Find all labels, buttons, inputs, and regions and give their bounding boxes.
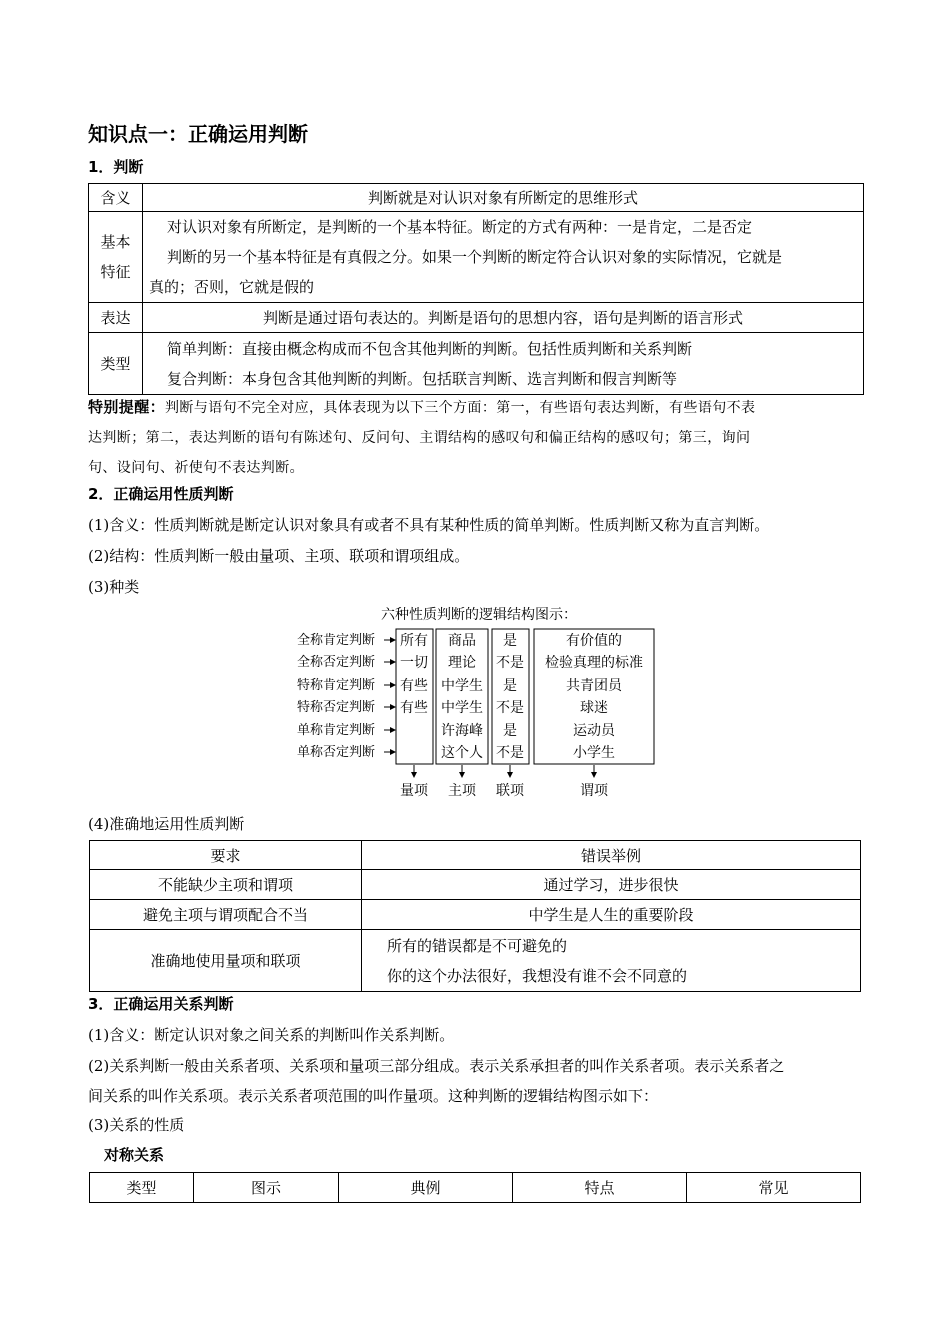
subject: 中学生	[441, 700, 483, 716]
content-line: 真的；否则，它就是假的	[149, 278, 315, 296]
tip-label: 特别提醒：	[88, 398, 166, 416]
copula: 是	[503, 678, 517, 694]
special-tip	[88, 392, 863, 483]
diagram-title: 六种性质判断的逻辑结构图示：	[381, 607, 577, 623]
requirement-cell: 不能缺少主项和谓项	[90, 870, 362, 900]
section-2-title: 2．正确运用性质判断	[88, 485, 234, 503]
row-label: 基本特征	[89, 212, 143, 303]
paragraph: (3)关系的性质	[88, 1116, 185, 1134]
column-header: 常见	[687, 1173, 861, 1203]
row-label: 含义	[89, 184, 143, 212]
paragraph: (4)准确地运用性质判断	[88, 815, 245, 833]
requirement-cell: 避免主项与谓项配合不当	[90, 900, 362, 930]
copula: 是	[503, 633, 517, 649]
component-label: 量项	[400, 783, 428, 799]
column-header: 典例	[339, 1173, 513, 1203]
content-line: 简单判断：直接由概念构成而不包含其他判断的判断。包括性质判断和关系判断	[167, 339, 693, 358]
predicate: 运动员	[573, 723, 615, 739]
requirement-cell: 准确地使用量项和联项	[90, 930, 362, 992]
row-label: 类型	[89, 333, 143, 395]
row-content: 判断就是对认识对象有所断定的思维形式	[143, 184, 864, 212]
predicate: 共青团员	[566, 678, 622, 694]
table-row	[90, 870, 861, 900]
paragraph: 间关系的叫作关系项。表示关系者项范围的叫作量项。这种判断的逻辑结构图示如下：	[88, 1087, 659, 1105]
copula-box	[492, 629, 529, 764]
table-row	[89, 212, 864, 303]
kind-label: 特称否定判断	[297, 700, 376, 715]
subject: 这个人	[441, 745, 483, 761]
predicate: 球迷	[580, 700, 608, 716]
row-content: 判断是通过语句表达的。判断是语句的思想内容，语句是判断的语言形式	[143, 303, 864, 333]
subject-box	[436, 629, 488, 764]
example-line: 你的这个办法很好，我想没有谁不会不同意的	[387, 966, 688, 985]
row-content	[143, 212, 864, 303]
subject: 商品	[448, 633, 476, 649]
predicate: 小学生	[573, 745, 615, 761]
example-cell: 中学生是人生的重要阶段	[362, 900, 861, 930]
predicate-box	[534, 629, 654, 764]
kind-label: 单称否定判断	[297, 745, 376, 760]
quantifier-box	[396, 629, 433, 764]
predicate: 有价值的	[566, 633, 622, 649]
table-row	[89, 303, 864, 333]
kind-label: 特称肯定判断	[297, 678, 376, 693]
requirement-table	[89, 840, 861, 992]
column-header: 特点	[513, 1173, 687, 1203]
section-1-title: 1．判断	[88, 158, 144, 176]
example-line: 所有的错误都是不可避免的	[387, 936, 568, 955]
tip-line: 判断与语句不完全对应，具体表现为以下三个方面：第一，有些语句表达判断，有些语句不表	[165, 400, 756, 416]
subject: 许海峰	[441, 723, 483, 739]
subject: 理论	[448, 655, 476, 671]
table-row	[90, 1173, 861, 1203]
kind-label: 单称肯定判断	[297, 723, 376, 738]
section-3-title: 3．正确运用关系判断	[88, 995, 234, 1013]
table-row	[90, 900, 861, 930]
row-content	[143, 333, 864, 395]
column-header: 错误举例	[362, 841, 861, 870]
subsection-title: 对称关系	[104, 1146, 165, 1164]
paragraph: (2)结构：性质判断一般由量项、主项、联项和谓项组成。	[88, 547, 470, 565]
content-line: 判断的另一个基本特征是有真假之分。如果一个判断的断定符合认识对象的实际情况，它就是	[167, 248, 783, 266]
copula: 不是	[496, 700, 524, 716]
column-header: 要求	[90, 841, 362, 870]
judgment-table	[88, 183, 864, 395]
column-header: 图示	[194, 1173, 339, 1203]
kind-label: 全称肯定判断	[297, 633, 376, 648]
proposition-structure-diagram	[297, 600, 657, 805]
relation-table	[89, 1172, 861, 1203]
component-label: 主项	[448, 783, 476, 799]
predicate: 检验真理的标准	[545, 655, 643, 671]
page-heading: 知识点一：正确运用判断	[88, 122, 308, 146]
copula: 是	[503, 723, 517, 739]
paragraph: (1)含义：断定认识对象之间关系的判断叫作关系判断。	[88, 1026, 455, 1044]
copula: 不是	[496, 745, 524, 761]
component-label: 谓项	[580, 783, 608, 799]
paragraph: (1)含义：性质判断就是断定认识对象具有或者不具有某种性质的简单判断。性质判断又称为直言判断。	[88, 516, 770, 534]
table-row	[89, 333, 864, 395]
example-cell	[362, 930, 861, 992]
copula: 不是	[496, 655, 524, 671]
quantifier: 有些	[400, 678, 428, 694]
subject: 中学生	[441, 678, 483, 694]
component-label: 联项	[496, 783, 524, 799]
quantifier: 一切	[400, 655, 428, 671]
column-header: 类型	[90, 1173, 194, 1203]
quantifier: 所有	[400, 633, 428, 649]
tip-line: 句、设问句、祈使句不表达判断。	[88, 460, 304, 476]
kind-label: 全称否定判断	[297, 655, 376, 670]
paragraph: (2)关系判断一般由关系者项、关系项和量项三部分组成。表示关系承担者的叫作关系者项。表示关系者之	[88, 1057, 785, 1075]
quantifier: 有些	[400, 700, 428, 716]
paragraph: (3)种类	[88, 578, 140, 596]
tip-line: 达判断；第二，表达判断的语句有陈述句、反问句、主谓结构的感叹句和偏正结构的感叹句；第三，询问	[88, 430, 751, 446]
example-cell: 通过学习，进步很快	[362, 870, 861, 900]
table-row	[90, 930, 861, 992]
table-row	[90, 841, 861, 870]
content-line: 对认识对象有所断定，是判断的一个基本特征。断定的方式有两种：一是肯定，二是否定	[167, 218, 753, 236]
content-line: 复合判断：本身包含其他判断的判断。包括联言判断、选言判断和假言判断等	[167, 369, 678, 388]
row-label: 表达	[89, 303, 143, 333]
table-row	[89, 184, 864, 212]
